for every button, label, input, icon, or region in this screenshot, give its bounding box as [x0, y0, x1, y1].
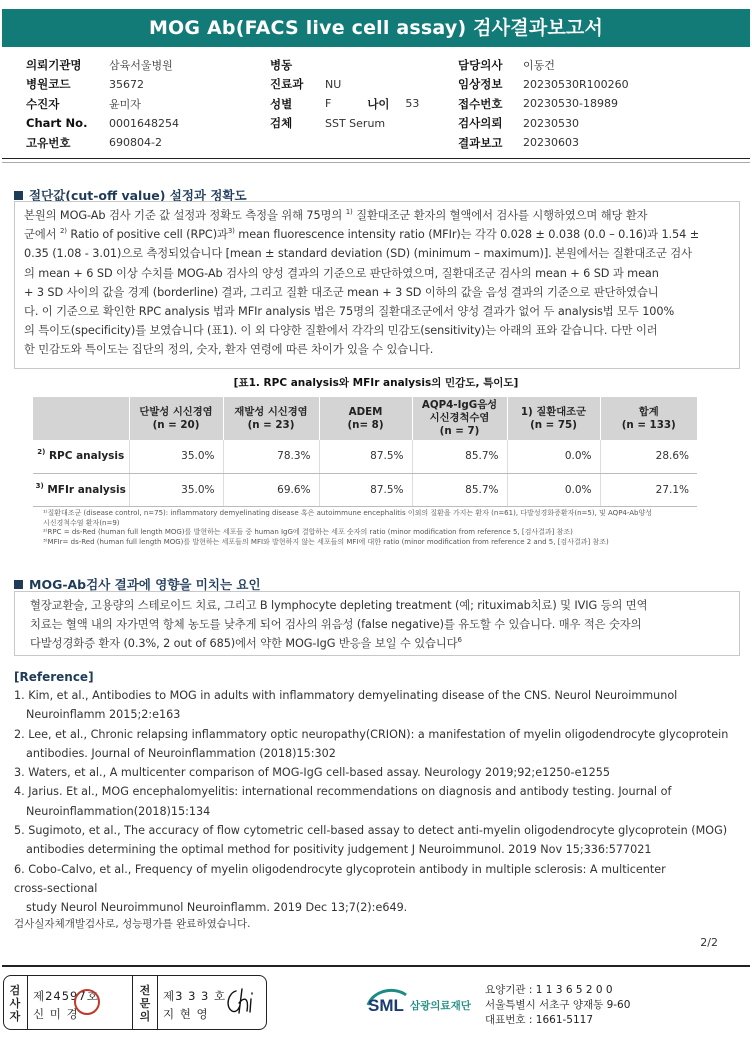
info-column-3 [458, 55, 629, 153]
divider [132, 976, 133, 1029]
info-label: 검사의뢰 [458, 116, 503, 131]
table-cell: 87.5% [319, 440, 412, 473]
info-label: 임상정보 [458, 77, 503, 92]
info-value: 35672 [109, 77, 144, 91]
table-cell: 35.0% [129, 473, 223, 506]
info-value: 삼육서울병원 [109, 58, 173, 72]
row-header: $^{3)}$ MFIr analysis [33, 473, 129, 506]
section-title-text: MOG-Ab검사 결과에 영향을 미치는 요인 [29, 577, 261, 592]
table-footnotes [43, 509, 652, 547]
info-value: NU [325, 77, 342, 91]
table-header: 재발성 시신경염 (n = 23) [223, 397, 319, 440]
svg-text:SML: SML [368, 996, 404, 1015]
validation-note: 검사실자체개발검사로, 성능평가를 완료하였습니다. [14, 918, 251, 930]
info-value: 20230530R100260 [523, 77, 629, 91]
divider [157, 976, 158, 1029]
references-title: [Reference] [14, 670, 94, 684]
table-header: 단발성 시신경염 (n = 20) [129, 397, 223, 440]
reference-item: 5. Sugimoto, et al., The accuracy of flow cytometric cell-based assay to detect anti-myelin oligodendrocyte glycoprotein (MOG) antibodies determining the optimal method for positivity judgement J Neuroimmunol. 2019 Nov 15;336:577021 [14, 824, 728, 857]
info-label: 의뢰기관명 [26, 57, 82, 72]
table-cell: 0.0% [507, 440, 600, 473]
info-value: SST Serum [325, 116, 386, 130]
footnote: ³⁾MFIr= ds-Red (human full length MOG)를 발현하는 세포들의 MFI와 발현하지 않는 세포들의 MFI에 대한 ratio (minor modification from reference 2 and 5, [검사결과] 참조) [43, 537, 609, 546]
footnote: 시신경척수염 환자(n=9) [43, 518, 120, 527]
table-cell: 87.5% [319, 473, 412, 506]
table-header [33, 397, 129, 440]
sml-logo [366, 985, 476, 1023]
reference-item: 1. Kim, et al., Antibodies to MOG in adults with inflammatory demyelinating disease of the CNS. Neurol Neuroimmunol Neuroinflamm 2015;2:e163 [14, 689, 678, 722]
table-header: 1) 질환대조군 (n = 75) [507, 397, 600, 440]
sensitivity-table [33, 397, 697, 507]
info-value: 53 [405, 97, 420, 111]
info-label: 병원코드 [26, 77, 71, 92]
info-label: 병동 [270, 57, 293, 72]
info-label: 접수번호 [458, 96, 503, 111]
references-list [14, 686, 740, 918]
divider [2, 162, 750, 163]
table-cell: 78.3% [223, 440, 319, 473]
info-label: 나이 [367, 96, 390, 111]
table-header: ADEM (n= 8) [319, 397, 412, 440]
org-code: 요양기관 : 1 1 3 6 5 2 0 0 [485, 984, 613, 996]
info-column-1 [26, 55, 179, 153]
specialist-license: 제3 3 3 호 [163, 989, 227, 1003]
table-cell: 35.0% [129, 440, 223, 473]
info-label: 검체 [270, 116, 293, 131]
info-value: 0001648254 [109, 116, 179, 130]
bullet-square-icon [14, 191, 23, 200]
info-value: 윤미자 [109, 97, 141, 111]
info-column-2 [270, 55, 419, 133]
info-value: 20230530-18989 [523, 97, 618, 111]
page-number: 2/2 [700, 936, 718, 949]
reference-item: 2. Lee, et al., Chronic relapsing inflammatory optic neuropathy(CRION): a manifestation of myelin oligodendrocyte glycoprotein antibodies. Journal of Neuroinflammation (2018)15:302 [14, 727, 729, 760]
info-value: 20230603 [523, 136, 579, 150]
table-header: 합계 (n = 133) [600, 397, 697, 440]
footnote: ²⁾RPC = ds-Red (human full length MOG)를 발현하는 세포들 중 human IgG에 결합하는 세포 숫자의 ratio (minor modification from reference 5, [검사결과] 참조) [43, 528, 573, 536]
signature-icon [222, 985, 262, 1019]
info-value: 이동건 [523, 58, 555, 72]
info-label: 성별 [270, 96, 293, 111]
table-cell: 85.7% [412, 473, 507, 506]
factors-paragraph: 혈장교환술, 고용량의 스테로이드 치료, 그리고 B lymphocyte depleting treatment (예; rituximab치료) 및 IVIG 등의 면역 치료는 혈액 내의 자가면역 항체 농도를 낮추게 되어 검사의 위음성 (false negative)를 유도할 수 있습니다. 매우 적은 숫자의 다발성경화증 환자 (0.3%, 2 out of 685)에서 약한 MOG-IgG 반응을 보일 수 있습니다$^6$ [30, 599, 648, 651]
table-header: AQP4-IgG음성 시신경척수염 (n = 7) [412, 397, 507, 440]
org-phone: 대표번호 : 1661-5117 [485, 1014, 594, 1026]
cutoff-paragraph: 본원의 MOG-Ab 검사 기준 값 설정과 정확도 측정을 위해 75명의 $^{1)}$ 질환대조군 환자의 혈액에서 검사를 시행하였으며 해당 환자 군에서 $^{2)}$ Ratio of positive cell (RPC)과$^{3)}$ mean fluorescence intensity ratio (MFIr)는 각각 0.028 ± 0.038 (0.0 – 0.16)과 1.54 ± 0.35 (1.08 - 3.01)으로 측정되었습니다 [mean ± standard deviation (SD) (minimum – maximum)]. 본원에서는 질환대조군 검사 의 mean + 6 SD 이상 수치를 MOG-Ab 검사의 양성 결과의 기준으로 판단하였으며, 질환대조군 검사의 mean + 6 SD 과 mean + 3 SD 사이의 값을 경계 (borderline) 결과, 그리고 질환 대조군 mean + 3 SD 이하의 값을 음성 결과의 기준으로 판단하였습니 다. 이 기준으로 확인한 RPC analysis 법과 MFIr analysis 법은 75명의 질환대조군에서 양성 결과가 없어 두 analysis법 모두 100% 의 특이도(specificity)를 보였습니다 (표1). 이 외 다양한 질환에서 각각의 민감도(sensitivity)는 아래의 표와 같습니다. 다만 이러 한 민감도와 특이도는 집단의 정의, 숫자, 환자 연령에 따른 차이가 있을 수 있습니다. [24, 208, 700, 357]
table-row [33, 473, 697, 506]
table-cell: 0.0% [507, 473, 600, 506]
row-header: $^{2)}$ RPC analysis [33, 440, 129, 473]
table-cell: 85.7% [412, 440, 507, 473]
info-label: 고유번호 [26, 135, 71, 150]
info-value: 20230530 [523, 116, 579, 130]
specialist-name: 지 현 영 [163, 1007, 209, 1021]
table-cell: 69.6% [223, 473, 319, 506]
info-label: 진료과 [270, 77, 304, 92]
svg-text:삼광의료재단: 삼광의료재단 [410, 1000, 471, 1012]
reference-item: 4. Jarius. Et al., MOG encephalomyelitis: international recommendations on diagnosis and antibody testing. Journal of Neuroinflammation(2018)15:134 [14, 785, 672, 818]
org-address: 서울특별시 서초구 양재동 9-60 [485, 999, 631, 1011]
table-row [33, 440, 697, 473]
divider [27, 976, 28, 1029]
table-cell: 27.1% [600, 473, 697, 506]
seal-stamp-icon [74, 989, 100, 1015]
table-cell: 28.6% [600, 440, 697, 473]
table-caption: [표1. RPC analysis와 MFIr analysis의 민감도, 특이도] [233, 377, 519, 389]
info-value: F [325, 97, 332, 111]
info-value: 690804-2 [109, 136, 162, 150]
section-title-text: 절단값(cut-off value) 설정과 정확도 [29, 188, 247, 203]
examiner-name: 신 미 경 [33, 1007, 79, 1021]
sml-logo-icon [366, 985, 476, 1019]
examiner-license: 제24597호 [33, 989, 99, 1003]
info-label: 수진자 [26, 96, 60, 111]
report-title: MOG Ab(FACS live cell assay) 검사결과보고서 [2, 9, 750, 47]
info-label: 담당의사 [458, 57, 503, 72]
specialist-label: 전문의 [139, 984, 151, 1023]
bullet-square-icon [14, 580, 23, 589]
reference-item: 3. Waters, et al., A multicenter comparison of MOG-IgG cell-based assay. Neurology 2019;92;e1250-e1255 [14, 766, 610, 780]
reference-item: 6. Cobo-Calvo, et al., Frequency of myelin oligodendrocyte glycoprotein antibody in multiple sclerosis: A multicenter cross-sectional study Neurol Neuroimmunol Neuroinflamm. 2019 Dec 13;7(2):e649. [14, 862, 666, 915]
examiner-label: 검사자 [9, 984, 21, 1023]
info-label: Chart No. [26, 116, 88, 131]
info-label: 결과보고 [458, 135, 503, 150]
footnote: ¹⁾질환대조군 (disease control, n=75): inflammatory demyelinating disease 혹은 autoimmune encephalitis 이외의 질환을 가지는 환자 (n=61), 다발성경화증환자(n=5), 및 AQP4-Ab양성 [43, 509, 652, 517]
footer-divider [2, 965, 750, 967]
divider [2, 158, 750, 159]
lab-info [485, 983, 630, 1028]
